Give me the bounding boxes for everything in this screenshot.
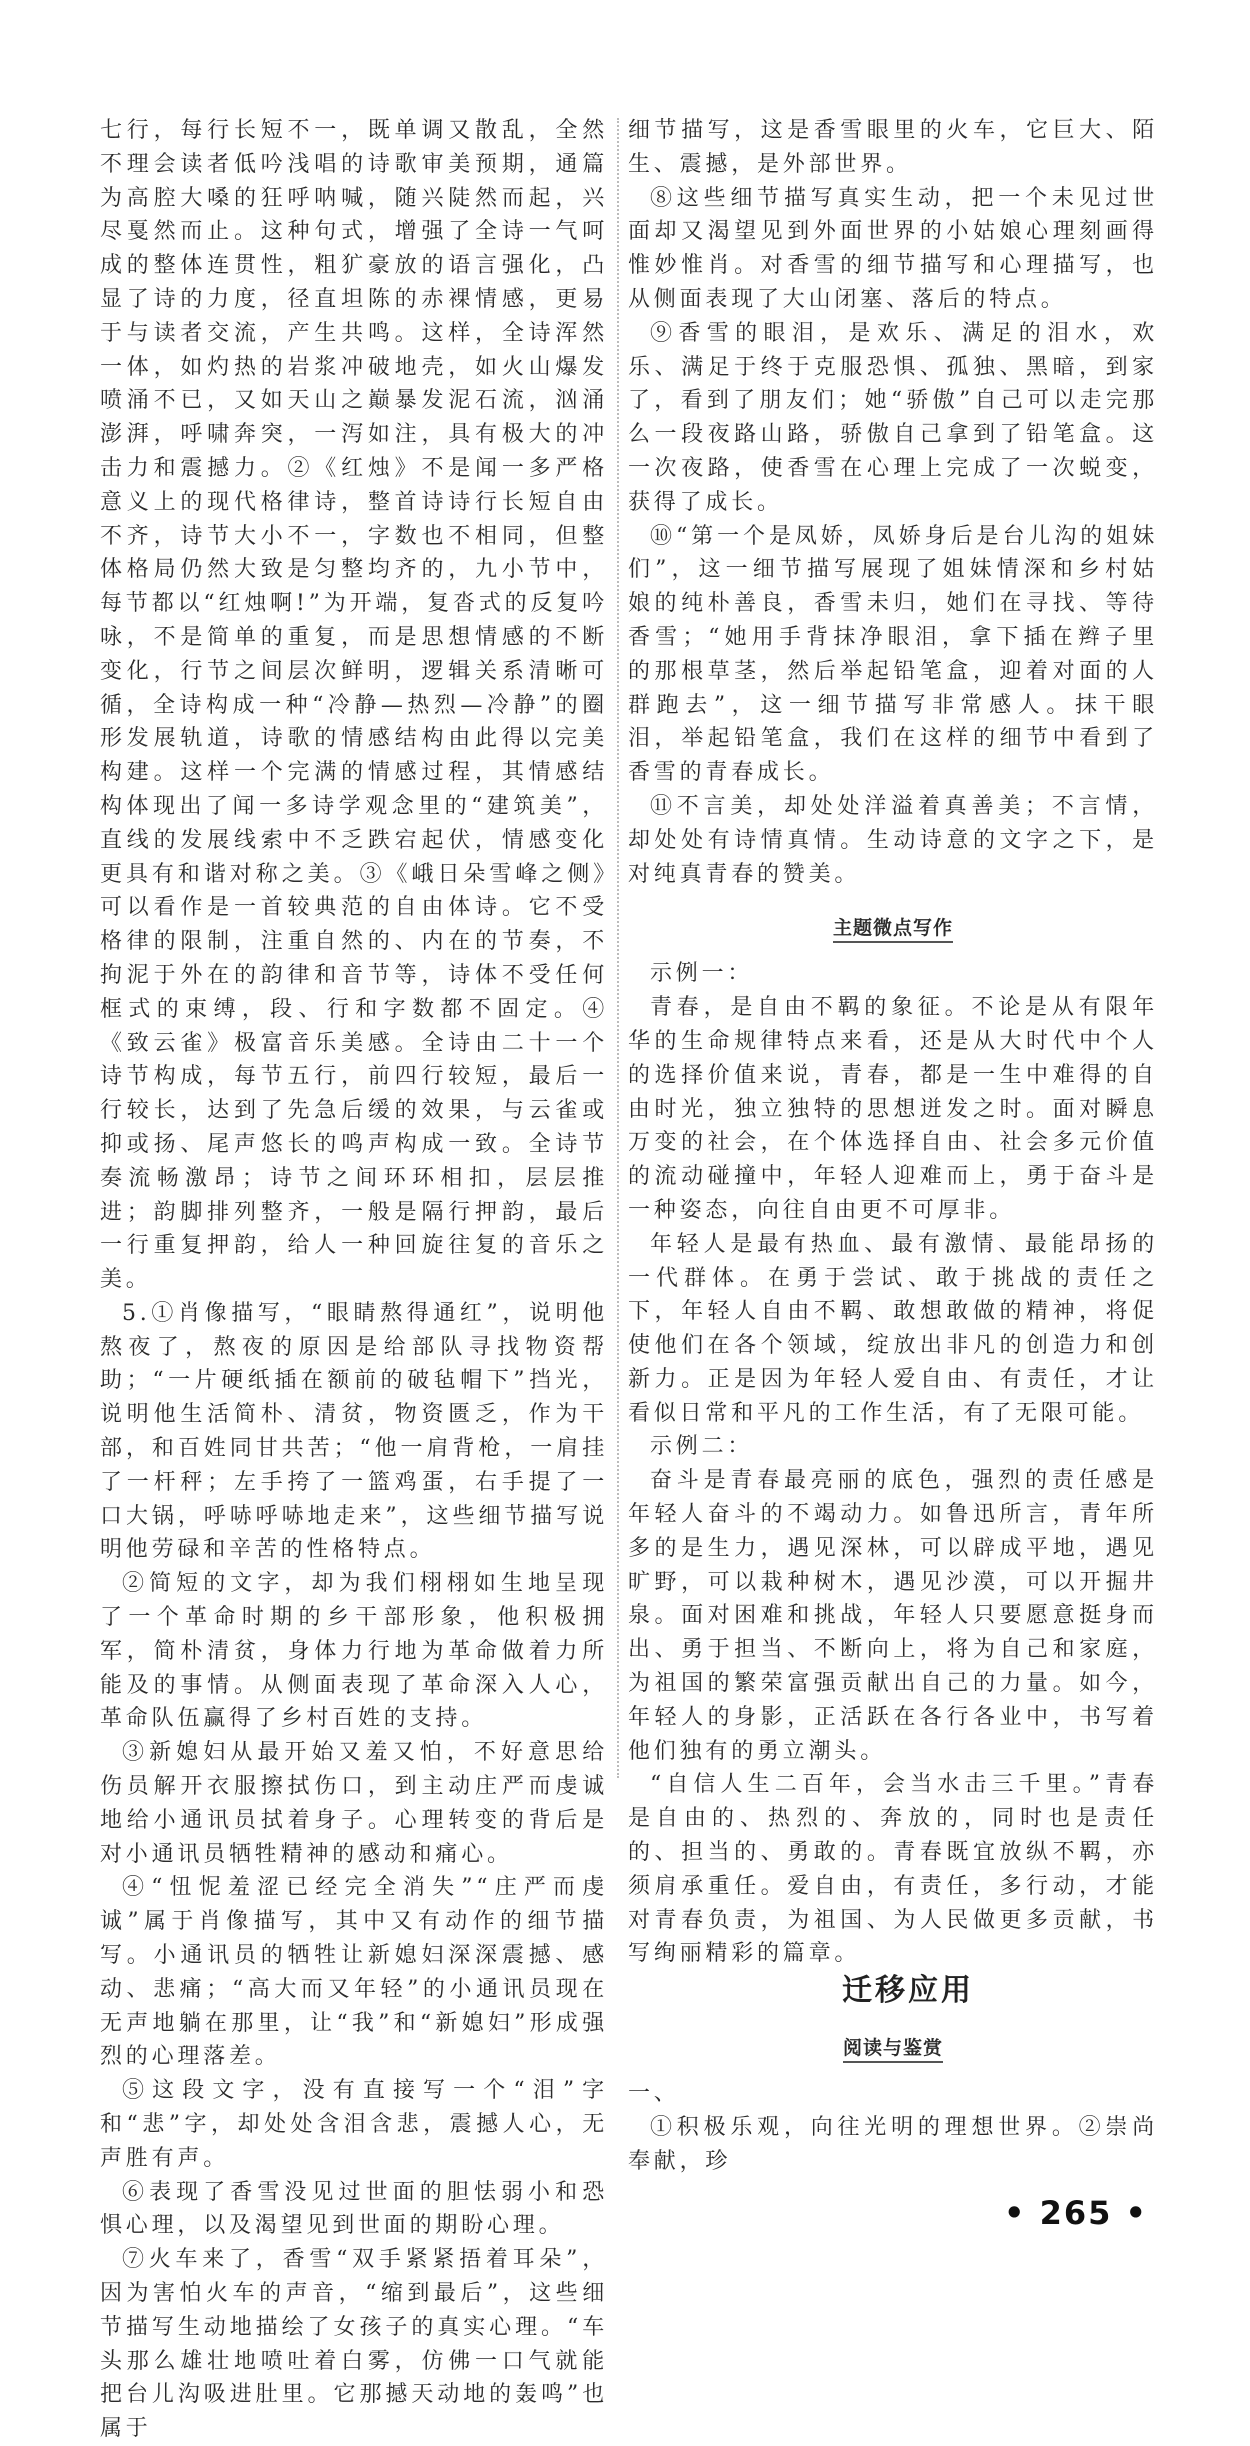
section-heading-text: 主题微点写作	[833, 917, 953, 943]
chapter-heading: 迁移应用	[842, 1973, 974, 2009]
paragraph: ⑩“第一个是凤娇，凤娇身后是台儿沟的姐妹们”，这一细节描写展现了姐妹情深和乡村姑娘的纯朴善良，香雪未归，她们在寻找、等待香雪；“她用手背抹净眼泪，拿下插在辫子里的那根草茎，然后举起铅笔盒，迎着对面的人群跑去”，这一细节描写非常感人。抹干眼泪，举起铅笔盒，我们在这样的细节中看到了香雪的青春成长。	[628, 523, 1158, 786]
paragraph: ①积极乐观，向往光明的理想世界。②崇尚奉献，珍	[628, 2115, 1158, 2174]
column-divider	[617, 118, 619, 1778]
paragraph: 细节描写，这是香雪眼里的火车，它巨大、陌生、震撼，是外部世界。	[628, 118, 1158, 177]
left-column	[100, 114, 608, 2446]
subsection-heading-text: 阅读与鉴赏	[843, 2037, 943, 2063]
paragraph: 七行，每行长短不一，既单调又散乱，全然不理会读者低吟浅唱的诗歌审美预期，通篇为高腔大嗓的狂呼呐喊，随兴陡然而起，兴尽戛然而止。这种句式，增强了全诗一气呵成的整体连贯性，粗犷豪放的语言强化，凸显了诗的力度，径直坦陈的赤裸情感，更易于与读者交流，产生共鸣。这样，全诗浑然一体，如灼热的岩浆冲破地壳，如火山爆发喷涌不已，又如天山之巅暴发泥石流，汹涌澎湃，呼啸奔突，一泻如注，具有极大的冲击力和震撼力。②《红烛》不是闻一多严格意义上的现代格律诗，整首诗诗行长短自由不齐，诗节大小不一，字数也不相同，但整体格局仍然大致是匀整均齐的，九小节中，每节都以“红烛啊!”为开端，复沓式的反复吟咏，不是简单的重复，而是思想情感的不断变化，行节之间层次鲜明，逻辑关系清晰可循，全诗构成一种“冷静—热烈—冷静”的圈形发展轨道，诗歌的情感结构由此得以完美构建。这样一个完满的情感过程，其情感结构体现出了闻一多诗学观念里的“建筑美”，直线的发展线索中不乏跌宕起伏，情感变化更具有和谐对称之美。③《峨日朵雪峰之侧》可以看作是一首较典范的自由体诗。它不受格律的限制，注重自然的、内在的节奏，不拘泥于外在的韵律和音节等，诗体不受任何框式的束缚，段、行和字数都不固定。④《致云雀》极富音乐美感。全诗由二十一个诗节构成，每节五行，前四行较短，最后一行较长，达到了先急后缓的效果，与云雀或抑或扬、尾声悠长的鸣声构成一致。全诗节奏流畅激昂；诗节之间环环相扣，层层推进；韵脚排列整齐，一般是隔行押韵，最后一行重复押韵，给人一种回旋往复的音乐之美。	[100, 118, 608, 1293]
item-number: 一、	[628, 2081, 680, 2107]
paragraph: 5.①肖像描写，“眼睛熬得通红”，说明他熬夜了，熬夜的原因是给部队寻找物资帮助；“一片硬纸插在额前的破毡帽下”挡光，说明他生活简朴、清贫，物资匮乏，作为干部，和百姓同甘共苦；“他一肩背枪，一肩挂了一杆秤；左手挎了一篮鸡蛋，右手提了一口大锅，呼哧呼哧地走来”，这些细节描写说明他劳碌和辛苦的性格特点。	[100, 1300, 608, 1563]
subsection-heading	[628, 2033, 1158, 2063]
paragraph: ⑧这些细节描写真实生动，把一个未见过世面却又渴望见到外面世界的小姑娘心理刻画得惟妙惟肖。对香雪的细节描写和心理描写，也从侧面表现了大山闭塞、落后的特点。	[628, 185, 1158, 312]
paragraph: ④“忸怩羞涩已经完全消失”“庄严而虔诚”属于肖像描写，其中又有动作的细节描写。小通讯员的牺牲让新媳妇深深震撼、感动、悲痛；“高大而又年轻”的小通讯员现在无声地躺在那里，让“我”和“新媳妇”形成强烈的心理落差。	[100, 1875, 608, 2070]
paragraph: ⑨香雪的眼泪，是欢乐、满足的泪水，欢乐、满足于终于克服恐惧、孤独、黑暗，到家了，看到了朋友们；她“骄傲”自己可以走完那么一段夜路山路，骄傲自己拿到了铅笔盒。这一次夜路，使香雪在心理上完成了一次蜕变，获得了成长。	[628, 320, 1158, 515]
paragraph: ②简短的文字，却为我们栩栩如生地呈现了一个革命时期的乡干部形象，他积极拥军，简朴清贫，身体力行地为革命做着力所能及的事情。从侧面表现了革命深入人心，革命队伍赢得了乡村百姓的支持。	[100, 1571, 608, 1732]
paragraph: 奋斗是青春最亮丽的底色，强烈的责任感是年轻人奋斗的不竭动力。如鲁迅所言，青年所多的是生力，遇见深林，可以辟成平地，遇见旷野，可以栽种树木，遇见沙漠，可以开掘井泉。面对困难和挑战，年轻人只要愿意挺身而出、勇于担当、不断向上，将为自己和家庭，为祖国的繁荣富强贡献出自己的力量。如今，年轻人的身影，正活跃在各行各业中，书写着他们独有的勇立潮头。	[628, 1468, 1158, 1764]
paragraph: 青春，是自由不羁的象征。不论是从有限年华的生命规律特点来看，还是从大时代中个人的选择价值来说，青春，都是一生中难得的自由时光，独立独特的思想迸发之时。面对瞬息万变的社会，在个体选择自由、社会多元价值的流动碰撞中，年轻人迎难而上，勇于奋斗是一种姿态，向往自由更不可厚非。	[628, 995, 1158, 1223]
paragraph: ③新媳妇从最开始又羞又怕，不好意思给伤员解开衣服擦拭伤口，到主动庄严而虔诚地给小通讯员拭着身子。心理转变的背后是对小通讯员牺牲精神的感动和痛心。	[100, 1740, 608, 1867]
paragraph: 年轻人是最有热血、最有激情、最能昂扬的一代群体。在勇于尝试、敢于挑战的责任之下，年轻人自由不羁、敢想敢做的精神，将促使他们在各个领域，绽放出非凡的创造力和创新力。正是因为年轻人爱自由、有责任，才让看似日常和平凡的工作生活，有了无限可能。	[628, 1231, 1158, 1426]
example-label: 示例二：	[650, 1434, 754, 1460]
paragraph: ⑦火车来了，香雪“双手紧紧捂着耳朵”，因为害怕火车的声音，“缩到最后”，这些细节描写生动地描绘了女孩子的真实心理。“车头那么雄壮地喷吐着白雾，仿佛一口气就能把台儿沟吸进肚里。它那撼天动地的轰鸣”也属于	[100, 2247, 608, 2442]
section-heading	[628, 913, 1158, 943]
paragraph: ⑥表现了香雪没见过世面的胆怯弱小和恐惧心理，以及渴望见到世面的期盼心理。	[100, 2179, 608, 2239]
paragraph: “自信人生二百年，会当水击三千里。”青春是自由的、热烈的、奔放的，同时也是责任的、担当的、勇敢的。青春既宜放纵不羁，亦须肩承重任。爱自由，有责任，多行动，才能对青春负责，为祖国、为人民做更多贡献，书写绚丽精彩的篇章。	[628, 1772, 1158, 1967]
paragraph: ⑪不言美，却处处洋溢着真善美；不言情，却处处有诗情真情。生动诗意的文字之下，是对纯真青春的赞美。	[628, 793, 1158, 887]
paragraph: ⑤这段文字，没有直接写一个“泪”字和“悲”字，却处处含泪含悲，震撼人心，无声胜有声。	[100, 2078, 608, 2171]
page-number: • 265 •	[1004, 2193, 1148, 2232]
example-label: 示例一：	[650, 961, 754, 987]
right-column	[628, 114, 1158, 2233]
